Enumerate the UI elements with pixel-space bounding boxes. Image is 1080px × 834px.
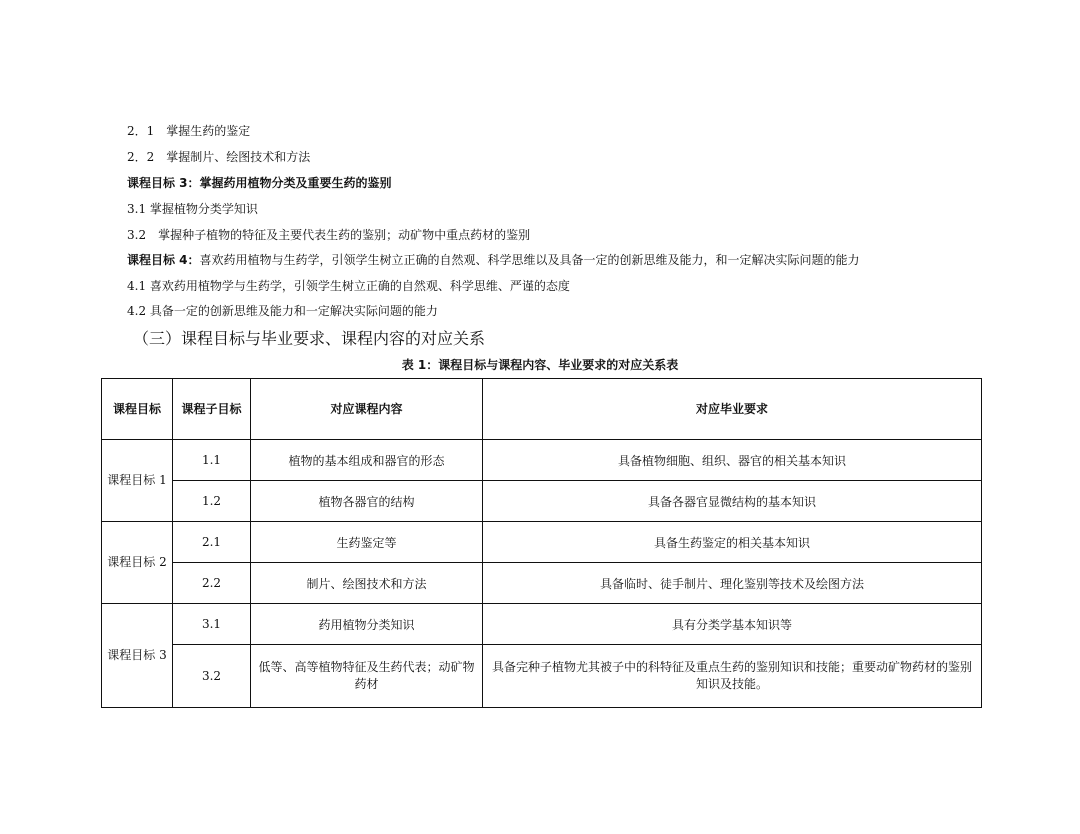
header-course-goal: 课程目标 (102, 379, 173, 440)
content-cell: 制片、绘图技术和方法 (251, 563, 483, 604)
header-graduation-requirement: 对应毕业要求 (483, 379, 982, 440)
table-row (102, 481, 982, 522)
text-line-4-1: 4.1 喜欢药用植物学与生药学，引领学生树立正确的自然观、科学思维、严谨的态度 (127, 279, 570, 293)
content-cell: 低等、高等植物特征及生药代表；动矿物药材 (251, 645, 483, 708)
text-line-3-1: 3.1 掌握植物分类学知识 (127, 202, 258, 216)
requirement-cell: 具备各器官显微结构的基本知识 (483, 481, 982, 522)
course-goal-4-text: 喜欢药用植物与生药学，引领学生树立正确的自然观、科学思维以及具备一定的创新思维及能力，和一定解决实际问题的能力 (199, 253, 860, 267)
content-cell: 植物各器官的结构 (251, 481, 483, 522)
sub-goal-cell: 1.1 (173, 440, 251, 481)
table-row (102, 522, 982, 563)
goal-mapping-table (101, 378, 982, 708)
sub-goal-cell: 3.1 (173, 604, 251, 645)
table-header-row (102, 379, 982, 440)
course-goal-3-title (127, 175, 392, 191)
requirement-cell: 具备临时、徒手制片、理化鉴别等技术及绘图方法 (483, 563, 982, 604)
table-row (102, 645, 982, 708)
requirement-cell: 具备完种子植物尤其被子中的科特征及重点生药的鉴别知识和技能；重要动矿物药材的鉴别知识及技能。 (483, 645, 982, 708)
table-row (102, 604, 982, 645)
sub-goal-cell: 3.2 (173, 645, 251, 708)
sub-goal-cell: 1.2 (173, 481, 251, 522)
table-caption: 表 1：课程目标与课程内容、毕业要求的对应关系表 (401, 358, 679, 372)
course-goal-3-text: 课程目标 3：掌握药用植物分类及重要生药的鉴别 (127, 176, 392, 190)
goal-cell-3: 课程目标 3 (102, 604, 173, 708)
text-line-2-2: 2．2 掌握制片、绘图技术和方法 (127, 150, 311, 164)
sub-goal-cell: 2.2 (173, 563, 251, 604)
section-heading: （三）课程目标与毕业要求、课程内容的对应关系 (133, 329, 486, 348)
requirement-cell: 具备生药鉴定的相关基本知识 (483, 522, 982, 563)
content-cell: 药用植物分类知识 (251, 604, 483, 645)
content-cell: 生药鉴定等 (251, 522, 483, 563)
header-course-content: 对应课程内容 (251, 379, 483, 440)
content-cell: 植物的基本组成和器官的形态 (251, 440, 483, 481)
header-sub-goal: 课程子目标 (173, 379, 251, 440)
sub-goal-cell: 2.1 (173, 522, 251, 563)
text-line-3-2: 3.2 掌握种子植物的特征及主要代表生药的鉴别；动矿物中重点药材的鉴别 (127, 228, 531, 242)
requirement-cell: 具有分类学基本知识等 (483, 604, 982, 645)
goal-cell-1: 课程目标 1 (102, 440, 173, 522)
course-goal-4-label: 课程目标 4： (127, 253, 200, 267)
course-goal-4-line (127, 252, 860, 268)
goal-cell-2: 课程目标 2 (102, 522, 173, 604)
requirement-cell: 具备植物细胞、组织、器官的相关基本知识 (483, 440, 982, 481)
text-line-4-2: 4.2 具备一定的创新思维及能力和一定解决实际问题的能力 (127, 304, 438, 318)
table-row (102, 563, 982, 604)
text-line-2-1: 2．1 掌握生药的鉴定 (127, 124, 251, 138)
table-row (102, 440, 982, 481)
